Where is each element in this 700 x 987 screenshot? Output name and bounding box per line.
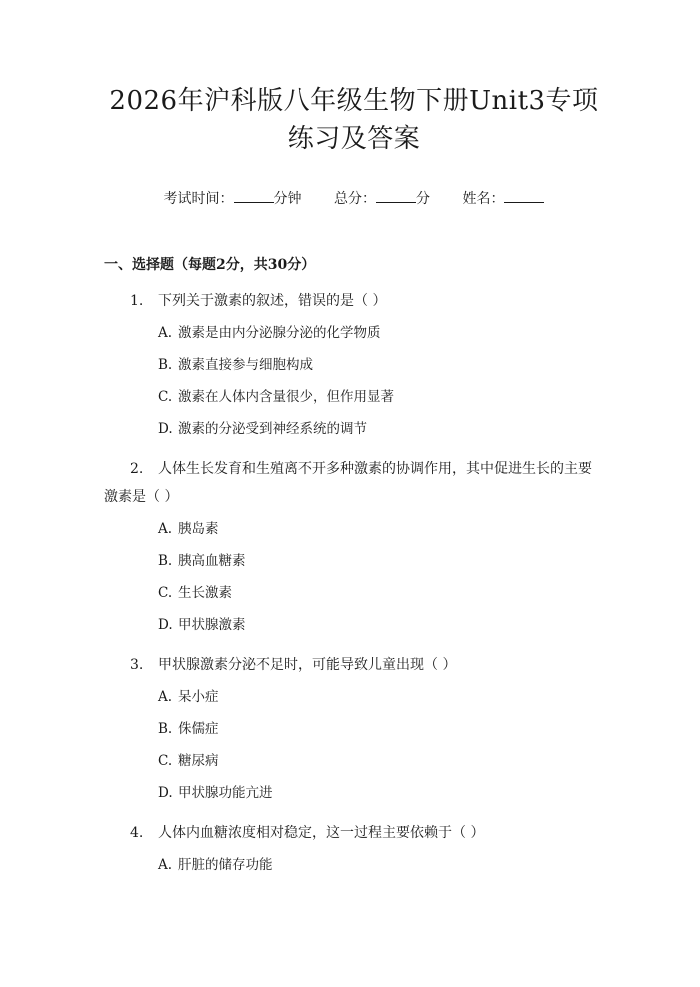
option-text: 生长激素 — [178, 585, 232, 601]
option-item — [104, 351, 604, 379]
document-title: 2026年沪科版八年级生物下册Unit3专项练习及答案 — [109, 86, 599, 154]
option-item — [104, 779, 604, 807]
exam-time-blank — [234, 188, 274, 203]
question-block — [104, 651, 604, 807]
option-letter: C. — [158, 753, 173, 769]
option-item — [104, 383, 604, 411]
question-number: 1. — [130, 293, 144, 309]
option-list — [104, 515, 604, 639]
option-text: 激素在人体内含量很少，但作用显著 — [178, 389, 394, 405]
question-text: 下列关于激素的叙述，错误的是（ ） — [158, 293, 387, 309]
total-score-label: 总分： — [334, 191, 376, 207]
total-score-unit: 分 — [416, 191, 430, 207]
option-text: 胰高血糖素 — [178, 553, 246, 569]
total-score-blank — [376, 188, 416, 203]
question-text: 人体内血糖浓度相对稳定，这一过程主要依赖于（ ） — [158, 825, 485, 841]
option-item — [104, 319, 604, 347]
option-text: 肝脏的储存功能 — [178, 857, 273, 873]
option-list — [104, 851, 604, 879]
option-letter: A. — [158, 521, 173, 537]
option-letter: A. — [158, 325, 173, 341]
student-name-label: 姓名： — [462, 191, 505, 207]
option-text: 侏儒症 — [178, 721, 219, 737]
exam-time-label: 考试时间： — [163, 191, 234, 207]
option-item — [104, 515, 604, 543]
option-letter: A. — [158, 689, 173, 705]
student-name-blank — [504, 188, 544, 203]
option-item — [104, 747, 604, 775]
question-stem — [104, 455, 604, 511]
question-stem — [104, 819, 604, 847]
option-item — [104, 579, 604, 607]
option-item — [104, 715, 604, 743]
option-text: 甲状腺激素 — [178, 617, 246, 633]
section-heading: 一、选择题（每题2分，共30分） — [104, 257, 316, 273]
option-item — [104, 415, 604, 443]
question-block — [104, 455, 604, 639]
question-text: 人体生长发育和生殖离不开多种激素的协调作用，其中促进生长的主要激素是（ ） — [104, 461, 592, 505]
exam-info — [104, 188, 604, 209]
option-item — [104, 611, 604, 639]
option-item — [104, 683, 604, 711]
question-number: 2. — [130, 461, 144, 477]
question-number: 3. — [130, 657, 144, 673]
option-list — [104, 319, 604, 443]
exam-time-unit: 分钟 — [273, 191, 302, 207]
option-text: 激素的分泌受到神经系统的调节 — [178, 421, 367, 437]
question-stem — [104, 651, 604, 679]
option-text: 激素是由内分泌腺分泌的化学物质 — [178, 325, 381, 341]
option-text: 糖尿病 — [178, 753, 219, 769]
option-text: 甲状腺功能亢进 — [178, 785, 273, 801]
question-block — [104, 819, 604, 879]
option-item — [104, 851, 604, 879]
option-letter: D. — [158, 617, 173, 633]
option-letter: C. — [158, 389, 173, 405]
option-letter: B. — [158, 721, 173, 737]
question-text: 甲状腺激素分泌不足时，可能导致儿童出现（ ） — [158, 657, 457, 673]
option-text: 激素直接参与细胞构成 — [178, 357, 313, 373]
student-name-field — [462, 188, 544, 209]
exam-time-field — [164, 188, 302, 209]
option-letter: D. — [158, 421, 173, 437]
question-number: 4. — [130, 825, 144, 841]
question-stem — [104, 287, 604, 315]
option-item — [104, 547, 604, 575]
option-letter: C. — [158, 585, 173, 601]
total-score-field — [334, 188, 430, 209]
option-letter: A. — [158, 857, 173, 873]
option-letter: B. — [158, 357, 173, 373]
option-letter: B. — [158, 553, 173, 569]
option-text: 胰岛素 — [178, 521, 219, 537]
document-page — [0, 82, 700, 987]
option-letter: D. — [158, 785, 173, 801]
option-text: 呆小症 — [178, 689, 219, 705]
question-block — [104, 287, 604, 443]
option-list — [104, 683, 604, 807]
